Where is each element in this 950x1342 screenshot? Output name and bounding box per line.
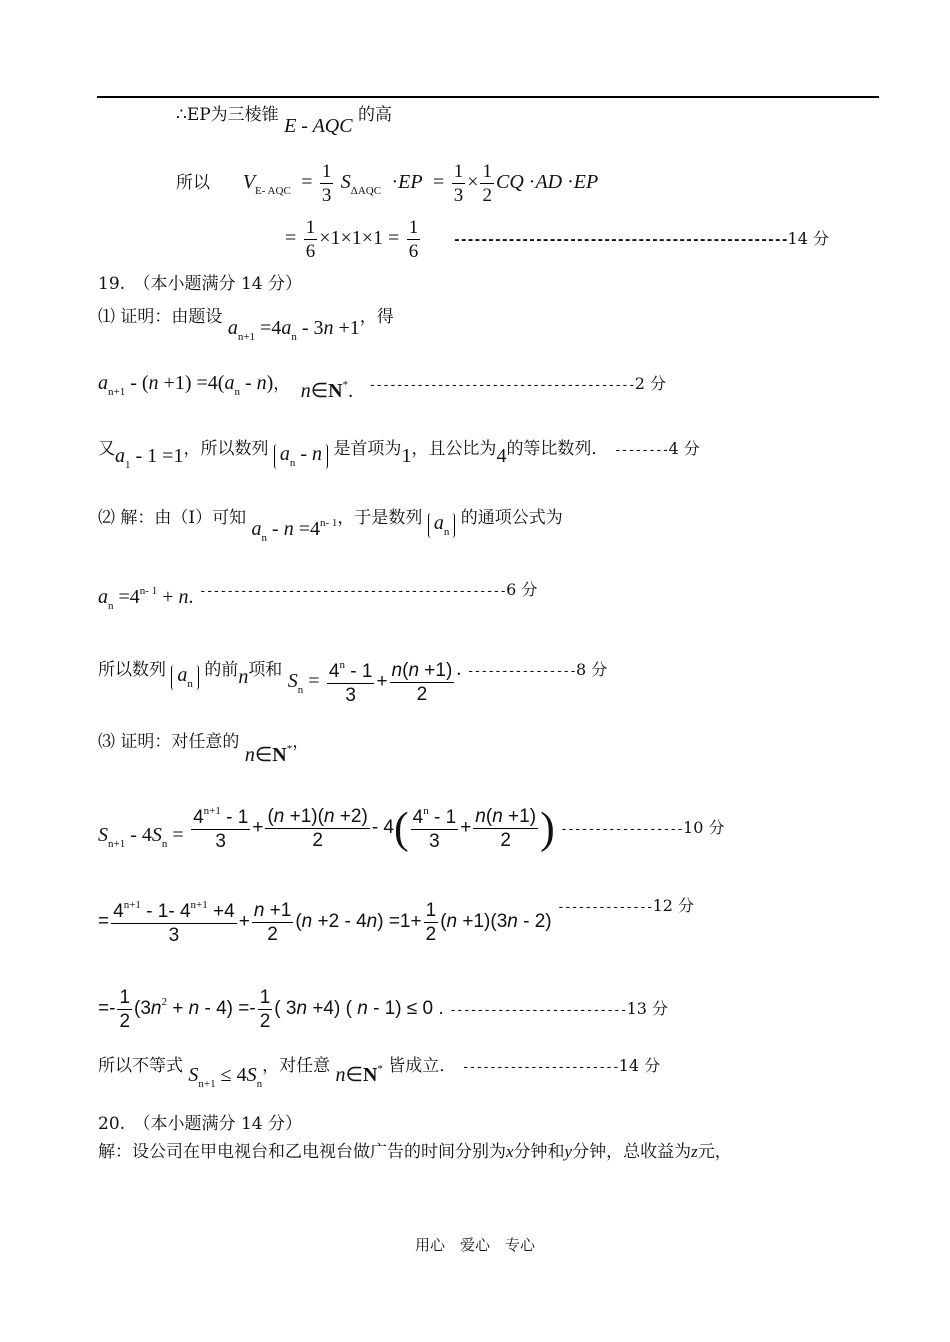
volume-result: = $\frac{1}{6}$ ×1×1×1 = $\frac{1}{6}$ -------------------------------------------------14 分 [285,217,829,262]
so-label: 所以 [176,173,210,193]
fraction-one-sixth: $\frac{1}{6}$ [305,217,316,262]
q19-line2: $a_{n+1} - (n +1) =4(a_n - n)$， n∈N*. ---------------------------------------2 分 [98,372,666,402]
q19-line11: 所以不等式 $S_{n+1} \le 4S_n$，对任意 n∈N* 皆成立． -----------------------14 分 [98,1056,661,1090]
q19-line5: $a_n =4^{n- 1} + n$. ---------------------------------------------6 分 [98,580,538,612]
q19-part3-intro: ⑶ 证明：对任意的 n∈N*， [98,732,310,766]
sum-formula-frac-2: $\frac{n(n +1)}{2}$ [391,660,453,705]
q19-line3: 又$a_1 - 1 =1$，所以数列 $a_n$ - n 是首项为1，且公比为4的等比数列． --------4 分 [98,439,700,471]
therefore-line [176,104,392,137]
score-14: 14 分 [787,229,829,248]
fraction-one-third: $\frac{1}{3}$ [321,161,332,206]
q19-line6: 所以数列 $a_n$ 的前n项和 $S_n$ = $\frac{4^n - 1}{3}$ + $\frac{n(n +1)}{2}$ . ----------------8 分 [98,658,608,706]
q19-line9: = $\frac{4^{n+1} - 1- 4^{n+1} +4}{3}$ + $\frac{n +1}{2}$ (n +2 - 4n) =1+ $\frac{1}{2}$ (n +1)(3n - 2) --------------12 分 [98,896,695,946]
sum-formula-frac-1: $\frac{4^n - 1}{3}$ [328,659,373,706]
volume-formula: 所以 $V_{E- AQC}$ = $\frac{1}{3}$ $S_{\Delta AQC} \cdot EP$ = $\frac{1}{3}$ × $\frac{1}{2}$ CQ ·AD ·EP [176,161,599,206]
tetrahedron-label: E - AQC [284,115,353,137]
q19-line10: =- $\frac{1}{2}$ $(3n^2 + n - 4)$ =- $\frac{1}{2}$ ( 3n +4) ( n - 1) ≤ 0 . --------------------------13 分 [98,987,669,1032]
page-footer: 用心 爱心 专心 [414,1236,535,1254]
fraction-one-half: $\frac{1}{2}$ [482,161,492,206]
q19-part2-intro: ⑵ 解：由（Ⅰ）可知 $a_n - n =4^{n- 1}$，于是数列 $a_n$ 的通项公式为 [98,508,563,544]
q20-line1: 解：设公司在甲电视台和乙电视台做广告的时间分别为x分钟和y分钟，总收益为z元， [98,1142,732,1162]
q19-line8: $S_{n+1} - 4S_n$ = $\frac{4^{n+1} - 1}{3}$ + $\frac{(n +1)(n +2)}{2}$ - 4( $\frac{4^n - 1}{3}$ + $\frac{n(n +1)}{2}$ ) ------------------10 分 [98,803,725,853]
fraction-one-third-b: $\frac{1}{3}$ [453,161,464,206]
q19-part1-intro: ⑴ 证明：由题设 $a_{n+1} =4a_n - 3n +1$，得 [98,307,394,343]
q19-header: 19. （本小题满分 14 分） [98,274,302,294]
therefore-text: ∴EP为三棱锥 [176,105,279,125]
q20-header: 20. （本小题满分 14 分） [98,1114,302,1134]
height-text: 的高 [358,105,392,125]
fraction-one-sixth-b: $\frac{1}{6}$ [408,217,419,262]
top-rule [97,96,879,98]
